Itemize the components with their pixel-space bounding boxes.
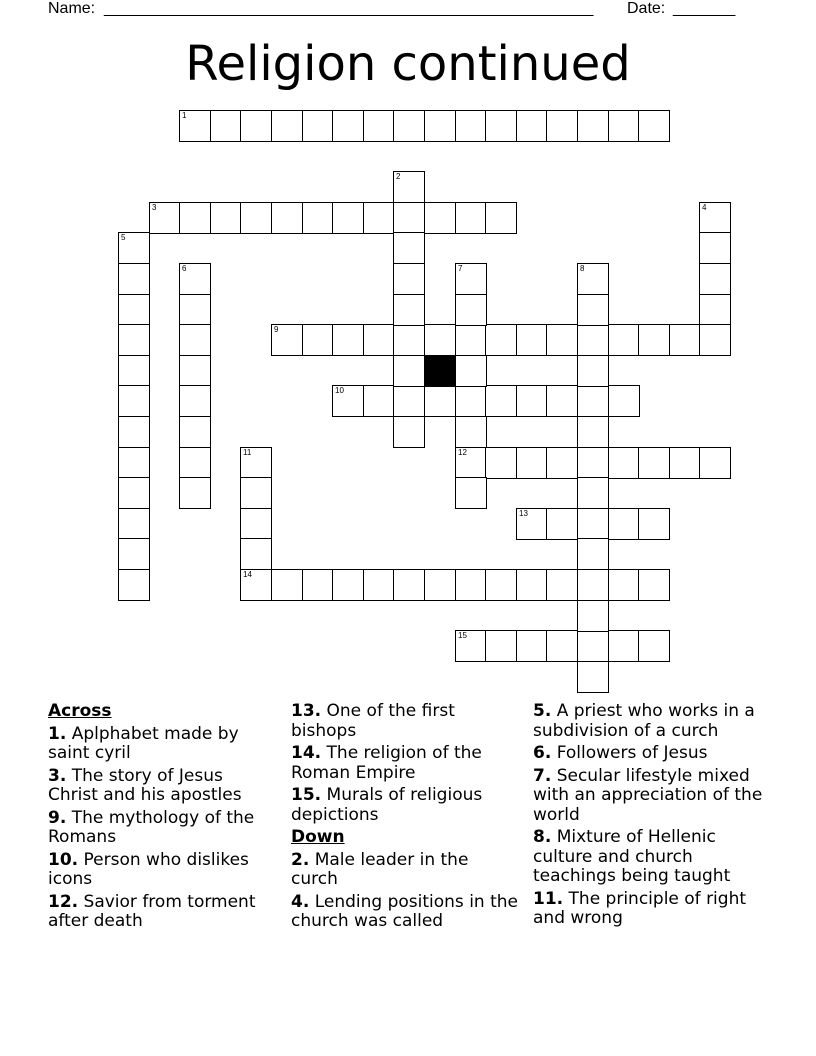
- grid-cell[interactable]: [424, 110, 456, 142]
- grid-cell[interactable]: [363, 569, 395, 601]
- grid-cell[interactable]: [577, 110, 609, 142]
- grid-cell[interactable]: [118, 263, 150, 295]
- name-line[interactable]: _______________________________________________________: [104, 0, 594, 17]
- grid-cell[interactable]: [179, 324, 211, 356]
- grid-cell[interactable]: [179, 477, 211, 509]
- grid-cell[interactable]: [179, 385, 211, 417]
- grid-cell[interactable]: [179, 294, 211, 326]
- grid-cell[interactable]: [699, 263, 731, 295]
- grid-cell[interactable]: [699, 294, 731, 326]
- grid-cell[interactable]: [302, 324, 334, 356]
- grid-cell[interactable]: [424, 569, 456, 601]
- grid-cell[interactable]: [393, 324, 425, 356]
- grid-cell[interactable]: [393, 569, 425, 601]
- clues-column-2: [291, 702, 519, 935]
- grid-cell[interactable]: [118, 355, 150, 387]
- grid-cell[interactable]: [546, 630, 578, 662]
- grid-cell[interactable]: [608, 569, 640, 601]
- grid-cell[interactable]: [455, 385, 487, 417]
- grid-cell[interactable]: [485, 110, 517, 142]
- grid-cell[interactable]: [118, 416, 150, 448]
- grid-cell[interactable]: [332, 324, 364, 356]
- grid-cell[interactable]: [546, 324, 578, 356]
- name-label: Name:: [48, 0, 96, 17]
- grid-cell[interactable]: [577, 508, 609, 540]
- grid-cell[interactable]: [546, 110, 578, 142]
- grid-cell[interactable]: [332, 202, 364, 234]
- clue-number: 12: [458, 448, 467, 457]
- clue-number: 1: [182, 111, 187, 120]
- grid-cell[interactable]: [577, 355, 609, 387]
- clue-down-6: 6. Followers of Jesus: [533, 743, 708, 763]
- grid-cell[interactable]: [179, 263, 211, 295]
- grid-cell[interactable]: [455, 355, 487, 387]
- grid-cell[interactable]: [577, 661, 609, 693]
- grid-cell[interactable]: [271, 324, 303, 356]
- grid-cell[interactable]: [302, 569, 334, 601]
- grid-cell[interactable]: [669, 324, 701, 356]
- grid-cell[interactable]: [577, 294, 609, 326]
- grid-cell[interactable]: [240, 447, 272, 479]
- grid-cell[interactable]: [485, 569, 517, 601]
- grid-cell[interactable]: [455, 294, 487, 326]
- grid-cell[interactable]: [455, 324, 487, 356]
- down-heading: Down: [291, 827, 345, 847]
- grid-cell[interactable]: [516, 569, 548, 601]
- clue-across-10: 10. Person who dislikes icons: [48, 849, 249, 889]
- grid-cell[interactable]: [240, 202, 272, 234]
- grid-cell[interactable]: [699, 202, 731, 234]
- grid-cell[interactable]: [638, 630, 670, 662]
- grid-cell[interactable]: [516, 630, 548, 662]
- grid-cell[interactable]: [363, 385, 395, 417]
- grid-cell[interactable]: [240, 477, 272, 509]
- grid-cell[interactable]: [424, 324, 456, 356]
- grid-cell[interactable]: [638, 447, 670, 479]
- grid-cell[interactable]: [393, 355, 425, 387]
- grid-cell[interactable]: [302, 202, 334, 234]
- grid-cell[interactable]: [577, 447, 609, 479]
- grid-cell[interactable]: [179, 416, 211, 448]
- clue-across-3: 3. The story of Jesus Christ and his apostles: [48, 765, 242, 805]
- clue-number: 8: [580, 264, 585, 273]
- grid-cell[interactable]: [455, 630, 487, 662]
- grid-cell[interactable]: [516, 110, 548, 142]
- clue-number: 7: [458, 264, 463, 273]
- grid-cell[interactable]: [455, 110, 487, 142]
- grid-cell[interactable]: [393, 294, 425, 326]
- clue-number: 3: [152, 203, 157, 212]
- clues-column-3: [533, 702, 769, 932]
- grid-cell[interactable]: [179, 110, 211, 142]
- grid-cell[interactable]: [516, 324, 548, 356]
- grid-cell[interactable]: [455, 569, 487, 601]
- grid-cell[interactable]: [271, 202, 303, 234]
- grid-cell[interactable]: [699, 447, 731, 479]
- clue-number: 10: [335, 386, 344, 395]
- grid-cell[interactable]: [149, 202, 181, 234]
- grid-cell[interactable]: [179, 447, 211, 479]
- grid-cell[interactable]: [577, 538, 609, 570]
- page-title: Religion continued: [185, 36, 631, 92]
- clue-across-12: 12. Savior from torment after death: [48, 891, 256, 931]
- grid-cell[interactable]: [638, 110, 670, 142]
- grid-cell[interactable]: [118, 447, 150, 479]
- clue-number: 9: [274, 325, 279, 334]
- grid-cell[interactable]: [118, 569, 150, 601]
- grid-cell[interactable]: [638, 324, 670, 356]
- grid-cell[interactable]: [608, 447, 640, 479]
- grid-cell[interactable]: [393, 171, 425, 203]
- grid-cell[interactable]: [393, 232, 425, 264]
- clue-number: 11: [243, 448, 252, 457]
- grid-cell[interactable]: [516, 385, 548, 417]
- grid-cell[interactable]: [240, 110, 272, 142]
- grid-cell[interactable]: [577, 385, 609, 417]
- grid-cell[interactable]: [546, 385, 578, 417]
- grid-cell[interactable]: [577, 324, 609, 356]
- clue-number: 4: [702, 203, 707, 212]
- grid-cell[interactable]: [118, 538, 150, 570]
- grid-cell[interactable]: [546, 508, 578, 540]
- grid-cell[interactable]: [210, 202, 242, 234]
- grid-cell[interactable]: [271, 110, 303, 142]
- clue-number: 14: [243, 570, 252, 579]
- grid-cell[interactable]: [393, 202, 425, 234]
- grid-cell[interactable]: [363, 202, 395, 234]
- grid-cell[interactable]: [118, 477, 150, 509]
- grid-cell[interactable]: [485, 202, 517, 234]
- grid-cell[interactable]: [271, 569, 303, 601]
- grid-cell[interactable]: [363, 110, 395, 142]
- grid-cell[interactable]: [546, 569, 578, 601]
- grid-cell[interactable]: [210, 110, 242, 142]
- grid-cell[interactable]: [699, 324, 731, 356]
- grid-cell[interactable]: [179, 355, 211, 387]
- clue-across-9: 9. The mythology of the Romans: [48, 807, 255, 847]
- grid-cell[interactable]: [577, 569, 609, 601]
- grid-cell[interactable]: [546, 447, 578, 479]
- grid-cell[interactable]: [638, 508, 670, 540]
- grid-cell[interactable]: [118, 232, 150, 264]
- grid-cell[interactable]: [516, 447, 548, 479]
- grid-cell[interactable]: [577, 416, 609, 448]
- clue-across-14: 14. The religion of the Roman Empire: [291, 743, 482, 783]
- grid-cell[interactable]: [393, 110, 425, 142]
- grid-cell[interactable]: [118, 508, 150, 540]
- grid-cell[interactable]: [485, 447, 517, 479]
- grid-cell[interactable]: [424, 385, 456, 417]
- grid-cell[interactable]: [638, 569, 670, 601]
- grid-cell[interactable]: [118, 294, 150, 326]
- grid-cell[interactable]: [393, 385, 425, 417]
- clue-down-7: 7. Secular lifestyle mixed with an appreciation of the world: [533, 765, 763, 825]
- grid-cell[interactable]: [332, 385, 364, 417]
- grid-cell[interactable]: [240, 569, 272, 601]
- grid-cell[interactable]: [485, 630, 517, 662]
- black-square: [424, 355, 456, 387]
- grid-cell[interactable]: [455, 202, 487, 234]
- clue-number: 6: [182, 264, 187, 273]
- grid-cell[interactable]: [302, 110, 334, 142]
- grid-cell[interactable]: [455, 263, 487, 295]
- grid-cell[interactable]: [240, 538, 272, 570]
- grid-cell[interactable]: [608, 385, 640, 417]
- clue-number: 2: [396, 172, 401, 181]
- grid-cell[interactable]: [424, 202, 456, 234]
- clue-across-15: 15. Murals of religious depictions: [291, 785, 483, 825]
- grid-cell[interactable]: [393, 263, 425, 295]
- grid-cell[interactable]: [608, 324, 640, 356]
- grid-cell[interactable]: [577, 263, 609, 295]
- grid-cell[interactable]: [608, 110, 640, 142]
- grid-cell[interactable]: [485, 324, 517, 356]
- clue-down-2: 2. Male leader in the curch: [291, 849, 469, 889]
- clue-number: 5: [121, 233, 126, 242]
- grid-cell[interactable]: [455, 477, 487, 509]
- grid-cell[interactable]: [332, 110, 364, 142]
- across-heading: Across: [48, 701, 112, 721]
- grid-cell[interactable]: [332, 569, 364, 601]
- grid-cell[interactable]: [455, 416, 487, 448]
- clue-number: 13: [519, 509, 528, 518]
- clue-across-1: 1. Aplphabet made by saint cyril: [48, 723, 239, 763]
- grid-cell[interactable]: [393, 416, 425, 448]
- date-line[interactable]: _______: [673, 0, 736, 17]
- clue-down-4: 4. Lending positions in the church was called: [291, 891, 518, 931]
- grid-cell[interactable]: [577, 600, 609, 632]
- grid-cell[interactable]: [118, 324, 150, 356]
- date-label: Date:: [627, 0, 666, 17]
- grid-cell[interactable]: [699, 232, 731, 264]
- clue-down-8: 8. Mixture of Hellenic culture and church teachings being taught: [533, 827, 731, 886]
- clue-down-5: 5. A priest who works in a subdivision of a curch: [533, 701, 755, 741]
- grid-cell[interactable]: [485, 385, 517, 417]
- grid-cell[interactable]: [516, 508, 548, 540]
- grid-cell[interactable]: [669, 447, 701, 479]
- clue-down-11: 11. The principle of right and wrong: [533, 888, 747, 928]
- grid-cell[interactable]: [363, 324, 395, 356]
- grid-cell[interactable]: [608, 508, 640, 540]
- grid-cell[interactable]: [118, 385, 150, 417]
- grid-cell[interactable]: [577, 477, 609, 509]
- grid-cell[interactable]: [240, 508, 272, 540]
- grid-cell[interactable]: [455, 447, 487, 479]
- clue-across-13: 13. One of the first bishops: [291, 701, 455, 741]
- clue-number: 15: [458, 631, 467, 640]
- grid-cell[interactable]: [179, 202, 211, 234]
- clues-column-1: [48, 702, 276, 935]
- grid-cell[interactable]: [577, 630, 609, 662]
- grid-cell[interactable]: [608, 630, 640, 662]
